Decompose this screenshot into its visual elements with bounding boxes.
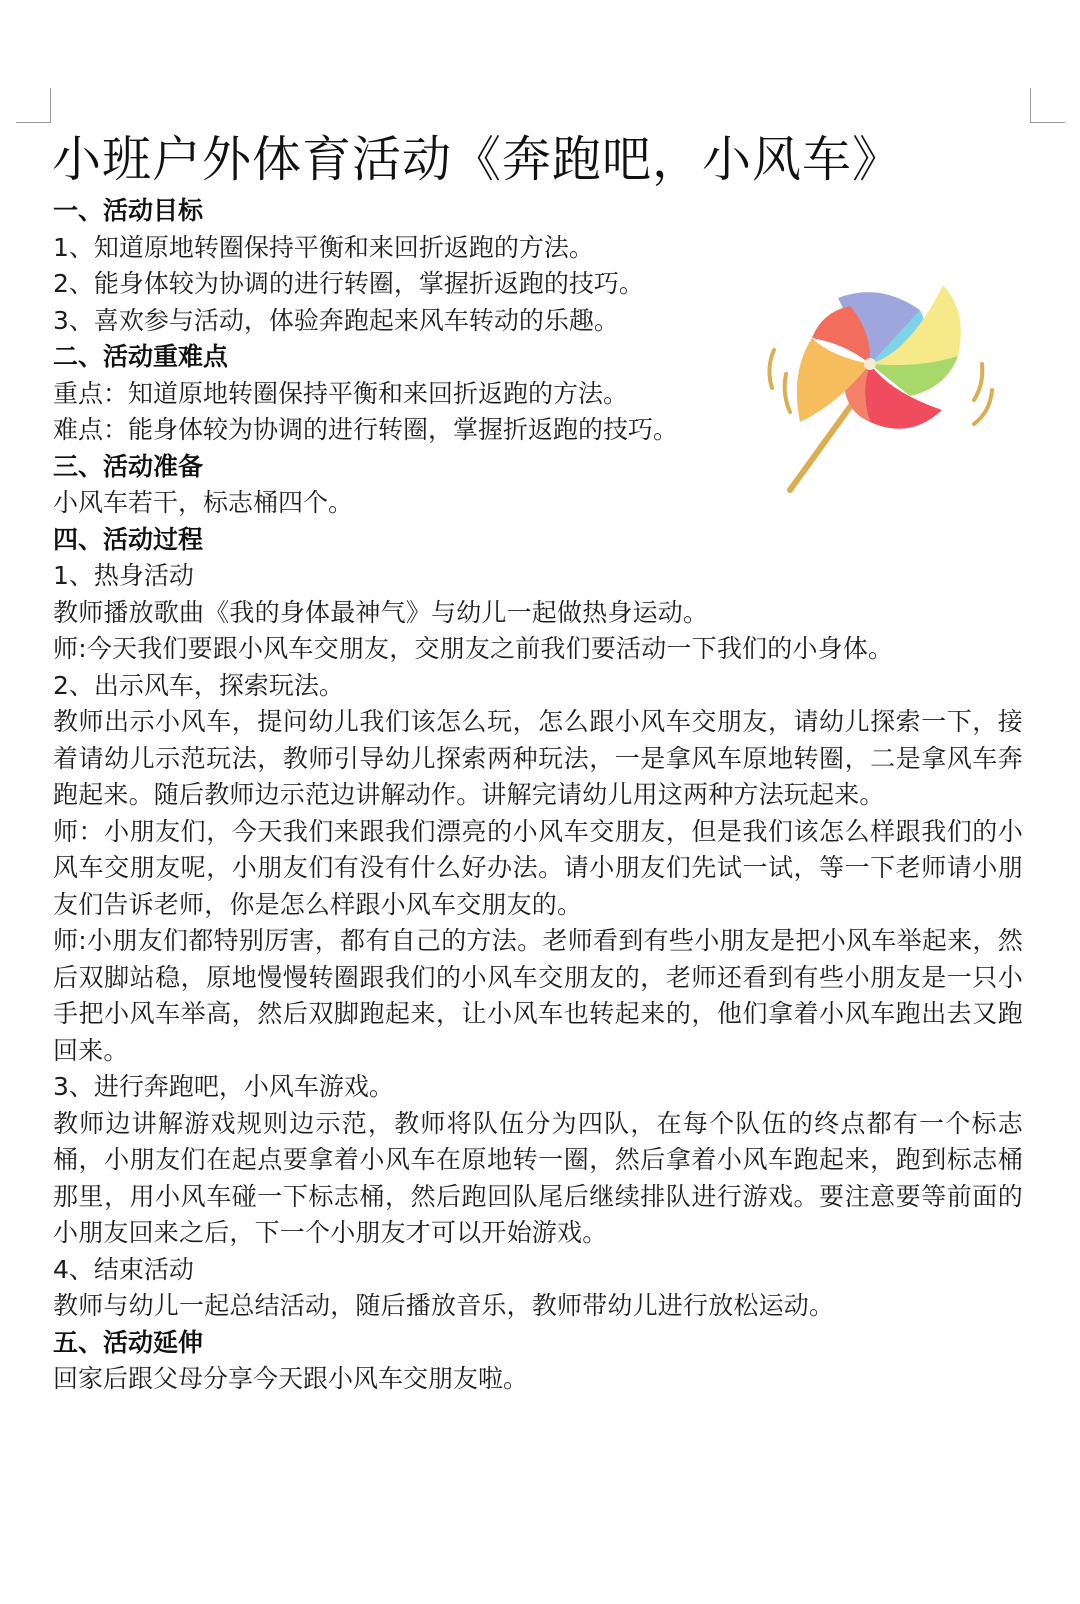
step-paragraph: 师：小朋友们，今天我们来跟我们漂亮的小风车交朋友，但是我们该怎么样跟我们的小风车交朋友呢，小朋友们有没有什么好办法。请小朋友们先试一试，等一下老师请小朋友们告诉老师，你是怎么样跟小风车交朋友的。 bbox=[53, 816, 1023, 919]
document-title: 小班户外体育活动《奔跑吧，小风车》 bbox=[52, 131, 903, 188]
key-point-focus: 重点：知道原地转圈保持平衡和来回折返跑的方法。 bbox=[53, 378, 629, 408]
step-paragraph: 教师出示小风车，提问幼儿我们该怎么玩，怎么跟小风车交朋友，请幼儿探索一下，接着请幼儿示范玩法，教师引导幼儿探索两种玩法，一是拿风车原地转圈，二是拿风车奔跑起来。随后教师边示范边讲解动作。讲解完请幼儿用这两种方法玩起来。 bbox=[53, 707, 1023, 809]
heading-goals: 一、活动目标 bbox=[53, 196, 204, 225]
step-paragraph: 教师与幼儿一起总结活动，随后播放音乐，教师带幼儿进行放松运动。 bbox=[53, 1291, 835, 1320]
heading-extension: 五、活动延伸 bbox=[53, 1327, 204, 1357]
extension-text: 回家后跟父母分享今天跟小风车交朋友啦。 bbox=[53, 1364, 529, 1393]
step-paragraph: 师:今天我们要跟小风车交朋友，交朋友之前我们要活动一下我们的小身体。 bbox=[53, 634, 894, 663]
step-title: 1、热身活动 bbox=[53, 561, 194, 590]
key-point-difficulty: 难点：能身体较为协调的进行转圈，掌握折返跑的技巧。 bbox=[53, 415, 679, 444]
goal-item: 3、喜欢参与活动，体验奔跑起来风车转动的乐趣。 bbox=[53, 305, 619, 335]
step-title: 2、出示风车，探索玩法。 bbox=[53, 670, 344, 700]
step-paragraph: 师:小朋友们都特别厉害，都有自己的方法。老师看到有些小朋友是把小风车举起来，然后双脚站稳，原地慢慢转圈跟我们的小风车交朋友的，老师还看到有些小朋友是一只小手把小风车举高，然后双脚跑起来，让小风车也转起来的，他们拿着小风车跑出去又跑回来。 bbox=[53, 926, 1023, 1065]
step-title: 4、结束活动 bbox=[53, 1254, 194, 1284]
heading-key-points: 二、活动重难点 bbox=[53, 342, 229, 371]
heading-process: 四、活动过程 bbox=[53, 524, 204, 554]
page-corner-mark-top-left bbox=[16, 88, 51, 123]
step-paragraph: 教师播放歌曲《我的身体最神气》与幼儿一起做热身运动。 bbox=[53, 597, 709, 627]
page-corner-mark-top-right bbox=[1030, 88, 1065, 123]
goal-item: 2、能身体较为协调的进行转圈，掌握折返跑的技巧。 bbox=[53, 269, 644, 298]
goal-item: 1、知道原地转圈保持平衡和来回折返跑的方法。 bbox=[53, 232, 594, 262]
step-title: 3、进行奔跑吧，小风车游戏。 bbox=[53, 1072, 394, 1101]
pinwheel-icon bbox=[760, 272, 1000, 502]
heading-preparation: 三、活动准备 bbox=[53, 451, 204, 481]
step-paragraph: 教师边讲解游戏规则边示范，教师将队伍分为四队，在每个队伍的终点都有一个标志桶，小朋友们在起点要拿着小风车在原地转一圈，然后拿着小风车跑起来，跑到标志桶那里，用小风车碰一下标志桶，然后跑回队尾后继续排队进行游戏。要注意要等前面的小朋友回来之后，下一个小朋友才可以开始游戏。 bbox=[53, 1108, 1023, 1247]
preparation-text: 小风车若干，标志桶四个。 bbox=[53, 488, 354, 517]
